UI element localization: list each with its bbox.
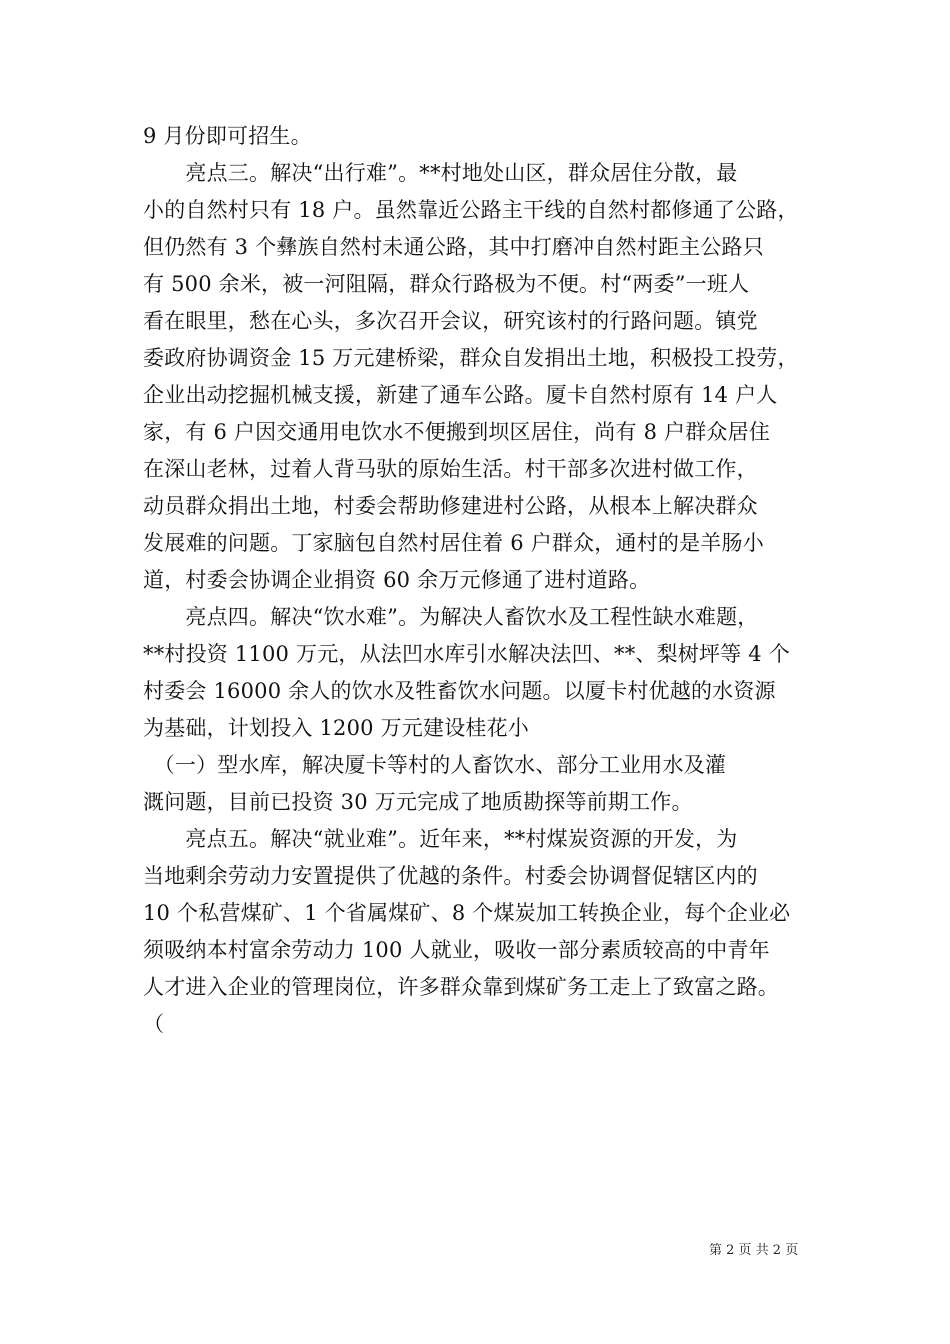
text-line: 亮点四。解决“饮水难”。为解决人畜饮水及工程性缺水难题， [143,605,759,629]
text-line: 亮点五。解决“就业难”。近年来，**村煤炭资源的开发，为 [143,827,738,851]
text-line: 委政府协调资金 15 万元建桥梁，群众自发捐出土地，积极投工投劳， [143,346,799,370]
text-line: 溉问题，目前已投资 30 万元完成了地质勘探等前期工作。 [143,790,693,814]
text-line: 人才进入企业的管理岗位，许多群众靠到煤矿务工走上了致富之路。 [143,975,779,999]
text-line: **村投资 1100 万元，从法凹水库引水解决法凹、**、梨树坪等 4 个 [143,642,790,666]
text-line: 企业出动挖掘机械支援，新建了通车公路。厦卡自然村原有 14 户人 [143,383,778,407]
text-line: 有 500 余米，被一河阻隔，群众行路极为不便。村“两委”一班人 [143,272,750,296]
text-line: 但仍然有 3 个彝族自然村未通公路，其中打磨冲自然村距主公路只 [143,235,764,259]
text-line: 小的自然村只有 18 户。虽然靠近公路主干线的自然村都修通了公路， [143,198,799,222]
text-line: 动员群众捐出土地，村委会帮助修建进村公路，从根本上解决群众 [143,494,758,518]
text-line: 家，有 6 户因交通用电饮水不便搬到坝区居住，尚有 8 户群众居住 [143,420,771,444]
text-line: 为基础，计划投入 1200 万元建设桂花小 [143,716,529,740]
text-line: 须吸纳本村富余劳动力 100 人就业，吸收一部分素质较高的中青年 [143,938,770,962]
text-line: （一）型水库，解决厦卡等村的人畜饮水、部分工业用水及灌 [143,753,727,777]
text-line: 看在眼里，愁在心头，多次召开会议，研究该村的行路问题。镇党 [143,309,758,333]
text-line: 道，村委会协调企业捐资 60 余万元修通了进村道路。 [143,568,651,592]
text-line: 村委会 16000 余人的饮水及牲畜饮水问题。以厦卡村优越的水资源 [143,679,776,703]
body-text [143,118,815,1043]
text-line: 在深山老林，过着人背马驮的原始生活。村干部多次进村做工作， [143,457,758,481]
page-number-footer: 第 2 页 共 2 页 [709,1243,799,1258]
text-line: 亮点三。解决“出行难”。**村地处山区，群众居住分散，最 [143,161,738,185]
text-line: 发展难的问题。丁家脑包自然村居住着 6 户群众，通村的是羊肠小 [143,531,764,555]
text-line: 10 个私营煤矿、1 个省属煤矿、8 个煤炭加工转换企业，每个企业必 [143,901,791,925]
text-line: （ [143,1012,165,1036]
text-line: 当地剩余劳动力安置提供了优越的条件。村委会协调督促辖区内的 [143,864,758,888]
text-line: 9 月份即可招生。 [143,124,312,148]
